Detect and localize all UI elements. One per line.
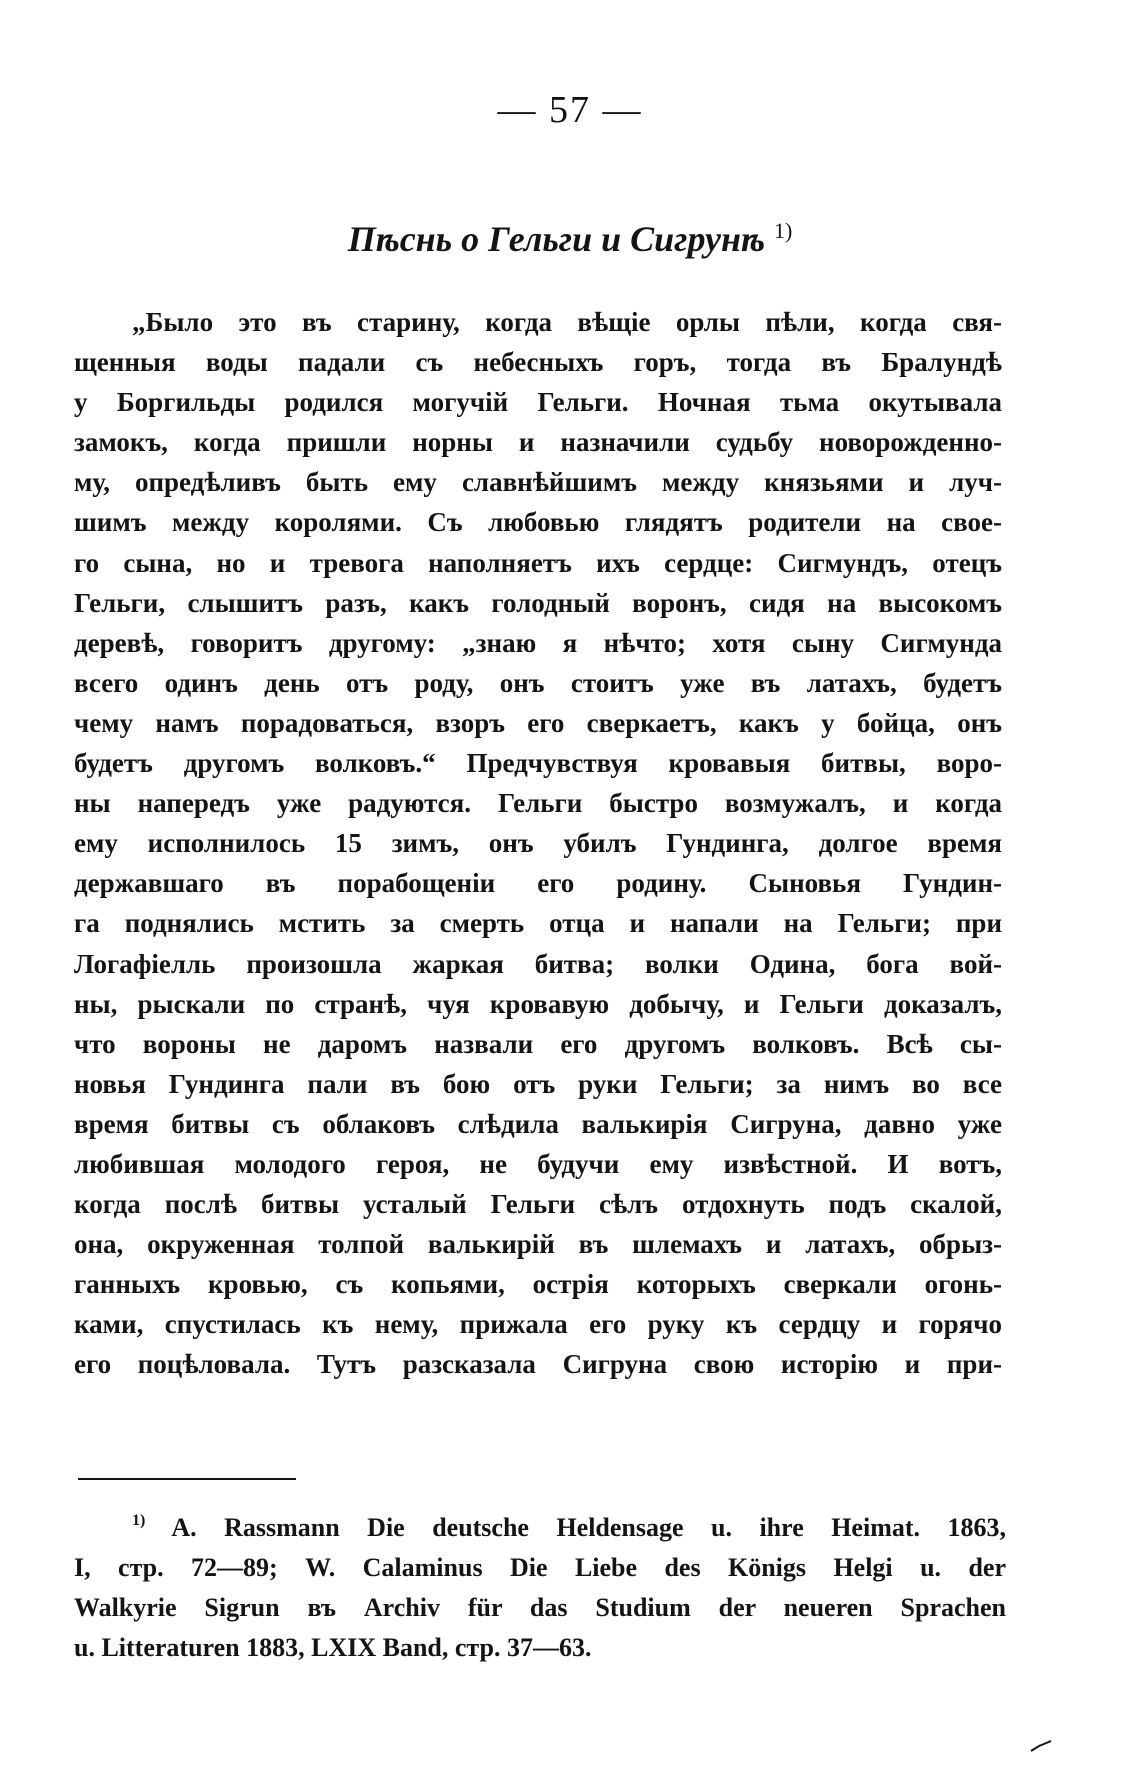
chapter-title-text: Пѣснь о Гельги и Сигрунѣ: [347, 219, 765, 259]
title-footnote-ref: 1): [773, 218, 793, 243]
text-line: чему намъ порадоваться, взоръ его сверкаетъ, какъ у бойца, онъ: [74, 707, 1002, 738]
text-line: му, опредѣливъ быть ему славнѣйшимъ между князьями и луч-: [74, 467, 1002, 498]
text-line: ны напередъ уже радуются. Гельги быстро возмужалъ, и когда: [74, 788, 1002, 819]
text-line: новья Гундинга пали въ бою отъ руки Гельги; за нимъ во все: [74, 1068, 1002, 1099]
text-line: будетъ другомъ волковъ.“ Предчувствуя кровавыя битвы, воро-: [74, 748, 1002, 779]
body-text: [74, 302, 1002, 1385]
footnote-line: [74, 1508, 1006, 1548]
footnote-marker: 1): [132, 1512, 146, 1529]
text-line: ганныхъ кровью, съ копьями, острія которыхъ сверкали огонь-: [74, 1269, 1002, 1300]
text-line: всего одинъ день отъ роду, онъ стоитъ уже въ латахъ, будетъ: [74, 667, 1002, 698]
text-line: замокъ, когда пришли норны и назначили судьбу новорожденно-: [74, 427, 1002, 458]
text-line: „Было это въ старину, когда вѣщіе орлы пѣли, когда свя-: [132, 307, 1002, 337]
footnote-line-text: A. Rassmann Die deutsche Heldensage u. ihre Heimat. 1863,: [171, 1513, 1006, 1542]
footnote-line: Walkyrie Sigrun въ Archiv für das Studium der neueren Sprachen: [74, 1593, 1006, 1622]
text-line: ны, рыскали по странѣ, чуя кровавую добычу, и Гельги доказалъ,: [74, 988, 1002, 1019]
text-line: щенныя воды падали съ небесныхъ горъ, тогда въ Бралундѣ: [74, 347, 1002, 378]
text-line: она, окруженная толпой валькирій въ шлемахъ и латахъ, обрыз-: [74, 1229, 1002, 1260]
text-line: когда послѣ битвы усталый Гельги сѣлъ отдохнуть подъ скалой,: [74, 1189, 1002, 1220]
text-line: Логафіелль произошла жаркая битва; волки Одина, бога вой-: [74, 948, 1002, 979]
ink-mark: [1030, 1740, 1052, 1752]
chapter-title: [0, 218, 1140, 260]
footnote-line: I, стр. 72—89; W. Calaminus Die Liebe des Königs Helgi u. der: [74, 1553, 1006, 1582]
text-line: время битвы съ облаковъ слѣдила валькирія Сигруна, давно уже: [74, 1108, 1002, 1139]
footnote-line: u. Litteraturen 1883, LXIX Band, стр. 37—63.: [74, 1633, 592, 1662]
text-line: его поцѣловала. Тутъ разсказала Сигруна свою исторію и при-: [74, 1349, 1002, 1380]
text-line: что вороны не даромъ назвали его другомъ волковъ. Всѣ сы-: [74, 1028, 1002, 1059]
text-line: державшаго въ порабощеніи его родину. Сыновья Гундин-: [74, 868, 1002, 899]
page-number: — 57 —: [497, 89, 643, 131]
footnotes: [74, 1508, 1006, 1668]
text-line: любившая молодого героя, не будучи ему извѣстной. И вотъ,: [74, 1148, 1002, 1179]
text-line: ему исполнилось 15 зимъ, онъ убилъ Гундинга, долгое время: [74, 828, 1002, 859]
footnote-divider: [78, 1478, 296, 1480]
text-line: деревѣ, говоритъ другому: „знаю я нѣчто; хотя сыну Сигмунда: [74, 627, 1002, 658]
text-line: Гельги, слышитъ разъ, какъ голодный воронъ, сидя на высокомъ: [74, 587, 1002, 618]
text-line: ками, спустилась къ нему, прижала его руку къ сердцу и горячо: [74, 1309, 1002, 1340]
text-line: шимъ между королями. Съ любовью глядятъ родители на свое-: [74, 507, 1002, 538]
text-line: га поднялись мстить за смерть отца и напали на Гельги; при: [74, 908, 1002, 939]
text-line: у Боргильды родился могучій Гельги. Ночная тьма окутывала: [74, 387, 1002, 418]
text-line: го сына, но и тревога наполняетъ ихъ сердце: Сигмундъ, отецъ: [74, 547, 1002, 578]
